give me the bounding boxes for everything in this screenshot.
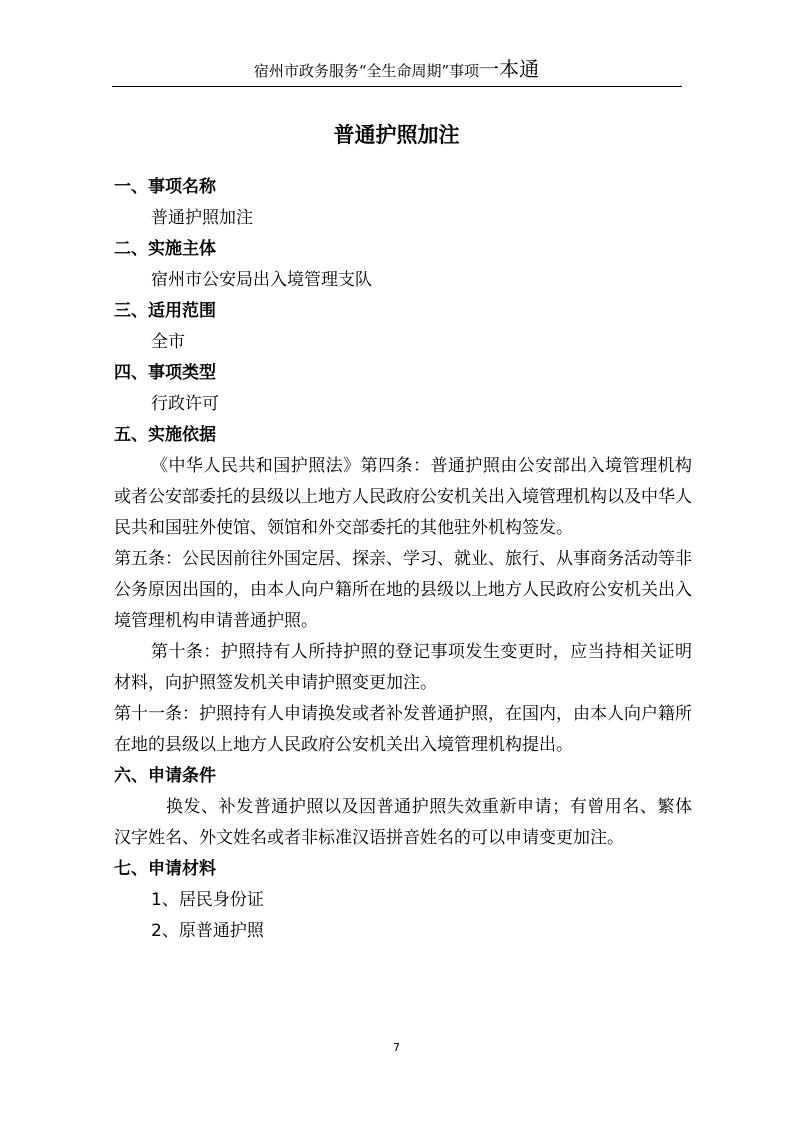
section-implementing-body — [114, 234, 692, 296]
running-header-emphasis: 一本通 — [479, 57, 540, 81]
section-heading: 五、实施依据 — [114, 425, 216, 445]
section-text: 换发、补发普通护照以及因普通护照失效重新申请；有曾用名、繁体汉字姓名、外文姓名或者非标准汉语拼音姓名的可以申请变更加注。 — [114, 797, 692, 848]
section-conditions — [114, 761, 692, 854]
running-header-text: 宿州市政务服务“全生命周期”事项 — [253, 62, 480, 80]
section-heading: 二、实施主体 — [114, 239, 216, 259]
section-heading: 六、申请条件 — [114, 766, 216, 786]
material-item: 1、居民身份证 — [151, 890, 264, 910]
header-rule — [112, 86, 682, 87]
legal-paragraph: 第十条：护照持有人所持护照的登记事项发生变更时，应当持相关证明材料，向护照签发机关申请护照变更加注。 — [114, 642, 692, 693]
section-text: 普通护照加注 — [151, 208, 253, 228]
page-title: 普通护照加注 — [333, 123, 460, 147]
section-materials — [114, 854, 692, 947]
section-legal-basis — [114, 420, 692, 761]
legal-paragraph: 《中华人民共和国护照法》第四条：普通护照由公安部出入境管理机构或者公安部委托的县级以上地方人民政府公安机关出入境管理机构以及中华人民共和国驻外使馆、领馆和外交部委托的其他驻外机构签发。 — [114, 456, 692, 538]
section-text: 宿州市公安局出入境管理支队 — [151, 270, 372, 290]
section-item-type — [114, 358, 692, 420]
legal-paragraph: 第十一条：护照持有人申请换发或者补发普通护照，在国内，由本人向户籍所在地的县级以上地方人民政府公安机关出入境管理机构提出。 — [114, 704, 692, 755]
section-text: 全市 — [151, 332, 185, 352]
document-body — [114, 172, 692, 947]
section-scope — [114, 296, 692, 358]
section-heading: 七、申请材料 — [114, 859, 216, 879]
section-item-name — [114, 172, 692, 234]
section-heading: 四、事项类型 — [114, 363, 216, 383]
running-header — [0, 58, 793, 82]
legal-paragraph: 第五条：公民因前往外国定居、探亲、学习、就业、旅行、从事商务活动等非公务原因出国的，由本人向户籍所在地的县级以上地方人民政府公安机关出入境管理机构申请普通护照。 — [114, 549, 692, 631]
section-heading: 三、适用范围 — [114, 301, 216, 321]
section-heading: 一、事项名称 — [114, 177, 216, 197]
section-text: 行政许可 — [151, 394, 219, 414]
page-number: 7 — [393, 1041, 400, 1054]
material-item: 2、原普通护照 — [151, 921, 264, 941]
